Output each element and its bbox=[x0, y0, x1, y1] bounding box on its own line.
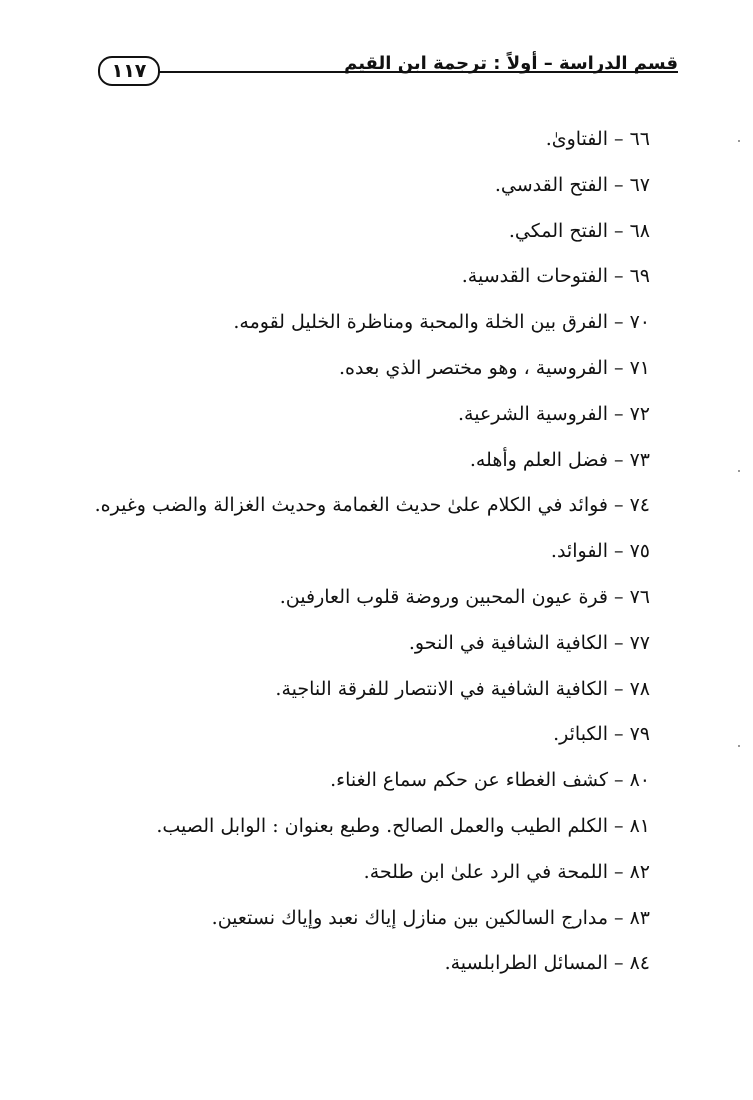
list-item-82: ٨٢ – اللمحة في الرد علىٰ ابن طلحة. bbox=[363, 860, 650, 883]
list-item-68: ٦٨ – الفتح المكي. bbox=[508, 219, 650, 242]
list-item-79: ٧٩ – الكبائر. bbox=[553, 723, 650, 746]
list-item-78: ٧٨ – الكافية الشافية في الانتصار للفرقة الناجية. bbox=[275, 677, 650, 700]
list-item-75: ٧٥ – الفوائد. bbox=[550, 540, 650, 563]
list-item-66: ٦٦ – الفتاوىٰ. bbox=[545, 128, 650, 150]
list-item-77: ٧٧ – الكافية الشافية في النحو. bbox=[408, 631, 650, 654]
works-list bbox=[90, 118, 650, 988]
list-item-74: ٧٤ – فوائد في الكلام علىٰ حديث الغمامة وحديث الغزالة والضب وغيره. bbox=[94, 494, 650, 517]
list-item-72: ٧٢ – الفروسية الشرعية. bbox=[457, 402, 650, 425]
header-title: قسم الدراسة – أولاً : ترجمة ابن القيم bbox=[344, 53, 678, 74]
list-item-71: ٧١ – الفروسية ، وهو مختصر الذي بعده. bbox=[339, 356, 650, 379]
scan-speck bbox=[738, 470, 740, 472]
list-item-81: ٨١ – الكلم الطيب والعمل الصالح. وطبع بعنوان : الوابل الصيب. bbox=[156, 814, 650, 837]
list-item-73: ٧٣ – فضل العلم وأهله. bbox=[469, 448, 650, 471]
list-item-70: ٧٠ – الفرق بين الخلة والمحبة ومناظرة الخليل لقومه. bbox=[233, 311, 650, 334]
list-item-80: ٨٠ – كشف الغطاء عن حكم سماع الغناء. bbox=[330, 769, 650, 792]
list-item-84: ٨٤ – المسائل الطرابلسية. bbox=[444, 952, 650, 975]
list-item-83: ٨٣ – مدارج السالكين بين منازل إياك نعبد وإياك نستعين. bbox=[211, 906, 650, 929]
list-item-76: ٧٦ – قرة عيون المحبين وروضة قلوب العارفين. bbox=[279, 585, 650, 608]
scan-speck bbox=[738, 140, 740, 142]
scan-speck bbox=[738, 745, 740, 747]
page-number: ١١٧ bbox=[98, 56, 160, 86]
running-header bbox=[98, 52, 678, 92]
list-item-69: ٦٩ – الفتوحات القدسية. bbox=[461, 265, 650, 288]
list-item-67: ٦٧ – الفتح القدسي. bbox=[494, 173, 650, 196]
